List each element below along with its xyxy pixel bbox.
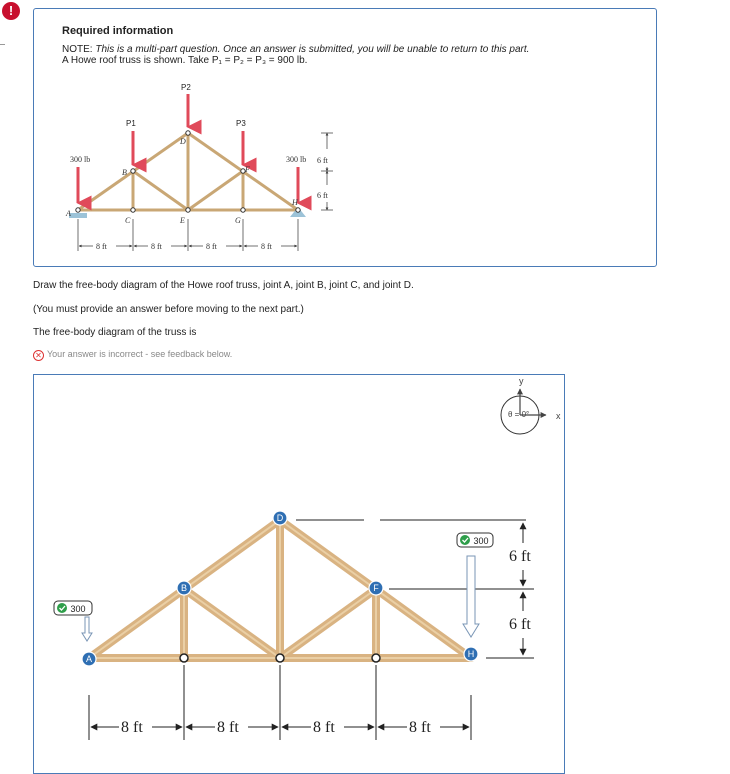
span-label: 8 ft bbox=[206, 242, 217, 251]
upper-height-label: 6 ft bbox=[317, 156, 328, 165]
info-note bbox=[62, 44, 529, 66]
span-label: 8 ft bbox=[151, 242, 162, 251]
span-label: 8 ft bbox=[409, 719, 431, 736]
joint-badge-b[interactable] bbox=[177, 581, 191, 595]
span-label: 8 ft bbox=[261, 242, 272, 251]
feedback-text: Your answer is incorrect - see feedback below. bbox=[47, 349, 233, 359]
joint-b-label: B bbox=[122, 168, 127, 177]
joint-badge-h[interactable] bbox=[464, 647, 478, 661]
question-text: Draw the free-body diagram of the Howe roof truss, joint A, joint B, joint C, and joint D. bbox=[33, 280, 414, 291]
coordinate-axis-widget[interactable] bbox=[501, 376, 561, 434]
problem-statement: A Howe roof truss is shown. Take P₁ = P₂ = P₃ = 900 lb. bbox=[62, 55, 308, 66]
span-label: 8 ft bbox=[217, 719, 239, 736]
question-hint: (You must provide an answer before moving to the next part.) bbox=[33, 304, 304, 315]
joint-e-label: E bbox=[180, 216, 185, 225]
joint-f-label: F bbox=[245, 165, 250, 174]
note-label: NOTE: bbox=[62, 44, 93, 55]
support-a-icon bbox=[69, 213, 87, 218]
divider bbox=[0, 44, 5, 45]
joint-a-label: A bbox=[66, 209, 71, 218]
required-information-panel bbox=[33, 8, 657, 267]
joint-b-label: B bbox=[180, 583, 188, 593]
joint-h-label: H bbox=[467, 649, 475, 659]
truss-members bbox=[78, 133, 298, 210]
howe-truss-figure bbox=[64, 79, 364, 259]
lower-height-label: 6 ft bbox=[317, 191, 328, 200]
joint-d-label: D bbox=[276, 513, 284, 523]
joint-badge-a[interactable] bbox=[82, 652, 96, 666]
axis-angle-label: θ = 0° bbox=[508, 410, 530, 419]
dimension-lines bbox=[78, 133, 333, 251]
label-p1: P1 bbox=[126, 119, 136, 128]
label-p3: P3 bbox=[236, 119, 246, 128]
question-prompt: The free-body diagram of the truss is bbox=[33, 327, 197, 338]
free-body-diagram-canvas[interactable] bbox=[33, 374, 565, 774]
fbd-drawing bbox=[34, 375, 566, 765]
height-reference-lines bbox=[296, 520, 534, 658]
joint-g-label: G bbox=[235, 216, 241, 225]
force-right-value: 300 bbox=[473, 536, 489, 546]
feedback-status bbox=[33, 349, 232, 361]
span-label: 8 ft bbox=[121, 719, 143, 736]
span-label: 8 ft bbox=[96, 242, 107, 251]
joint-c-label: C bbox=[125, 216, 131, 225]
incorrect-icon: ✕ bbox=[33, 350, 44, 361]
upper-height-label: 6 ft bbox=[509, 548, 531, 565]
lower-height-label: 6 ft bbox=[509, 616, 531, 633]
axis-y-label: y bbox=[519, 376, 524, 386]
label-p2: P2 bbox=[181, 83, 191, 92]
joint-badge-f[interactable] bbox=[369, 581, 383, 595]
joint-d-label: D bbox=[180, 137, 186, 146]
joint-a-label: A bbox=[85, 654, 93, 664]
joint-badge-d[interactable] bbox=[273, 511, 287, 525]
force-vector-right[interactable] bbox=[457, 533, 493, 637]
info-title: Required information bbox=[62, 25, 174, 37]
joint-f-label: F bbox=[373, 583, 379, 593]
force-vector-left[interactable] bbox=[54, 601, 92, 641]
axis-x-label: x bbox=[556, 411, 561, 421]
note-text: This is a multi-part question. Once an answer is submitted, you will be unable to return to this part. bbox=[95, 44, 530, 55]
right-load-label: 300 lb bbox=[286, 155, 307, 164]
joint-h-label: H bbox=[292, 198, 298, 207]
alert-icon: ! bbox=[2, 2, 20, 20]
span-label: 8 ft bbox=[313, 719, 335, 736]
left-load-label: 300 lb bbox=[70, 155, 91, 164]
force-left-value: 300 bbox=[70, 604, 86, 614]
